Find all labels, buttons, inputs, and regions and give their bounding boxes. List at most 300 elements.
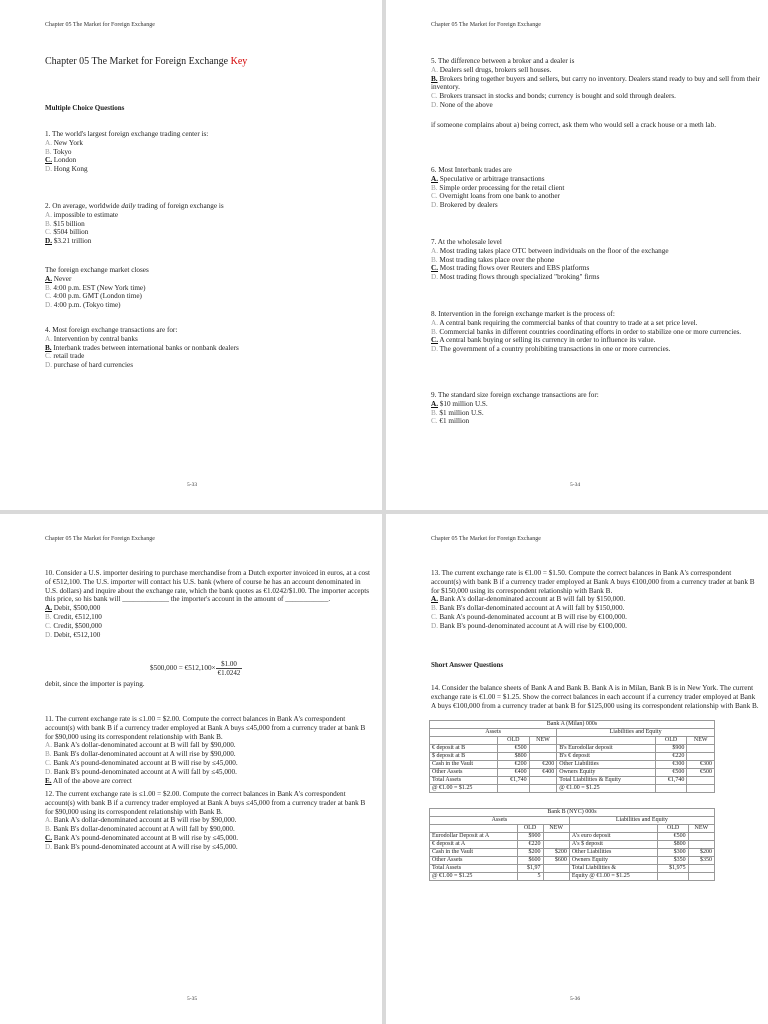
table-cell: €500 xyxy=(497,745,529,753)
option-letter: A. xyxy=(45,741,52,750)
option-letter: D. xyxy=(431,621,438,630)
table-cell xyxy=(543,865,569,873)
option-text: Most trading flows over Reuters and EBS platforms xyxy=(439,264,590,273)
table-cell: $600 xyxy=(543,857,569,865)
question xyxy=(45,790,375,852)
table-cell: $300 xyxy=(658,849,688,857)
table-row xyxy=(430,785,715,793)
table-cell: € deposit at B xyxy=(430,745,498,753)
table-cell: $ deposit at B xyxy=(430,753,498,761)
option-text: Intervention by central banks xyxy=(53,334,138,343)
new-col: NEW xyxy=(687,737,715,745)
table-cell: €500 xyxy=(655,769,687,777)
page-5-33 xyxy=(0,0,382,510)
table-cell: $1,975 xyxy=(658,865,688,873)
option-text: Brokers bring together buyers and sellers, but carry no inventory. Dealers stand ready to buy and sell from their inventory. xyxy=(431,74,760,92)
option-letter: B. xyxy=(45,343,52,352)
answer-option-correct xyxy=(45,275,375,284)
option-letter: A. xyxy=(431,318,438,327)
question xyxy=(431,391,761,426)
page-number: 5-35 xyxy=(187,996,198,1002)
section-heading: Short Answer Questions xyxy=(431,661,504,669)
formula xyxy=(150,660,350,677)
question-stem: 11. The current exchange rate is ≤1.00 = $2.00. Compute the correct balances in Bank A's correspondent account(s) with bank B if a currency trader employed at Bank A buys ≤45,000 from a currency trader at bank B for $90,000 using its correspondent relationship with Bank B. xyxy=(45,715,366,741)
option-text: Bank B's pound-denominated account at A will fall by ≤45,000. xyxy=(53,767,237,776)
table-cell: B's € deposit xyxy=(557,753,655,761)
table-cell: A's euro deposit xyxy=(569,833,658,841)
table-cell: €400 xyxy=(497,769,529,777)
new-col: NEW xyxy=(543,825,569,833)
answer-option xyxy=(431,192,761,201)
option-letter: A. xyxy=(431,246,438,255)
table-cell: $350 xyxy=(688,857,714,865)
liabilities-header: Liabilities and Equity xyxy=(557,729,715,737)
answer-option xyxy=(431,328,761,337)
option-letter: A. xyxy=(431,399,438,408)
answer-option-correct xyxy=(45,344,375,353)
answer-option xyxy=(431,247,761,256)
title-key: Key xyxy=(230,56,248,67)
question xyxy=(45,326,375,370)
option-text: Credit, $500,000 xyxy=(53,621,102,630)
question-stem: 5. The difference between a broker and a dealer is xyxy=(431,57,575,65)
answer-option xyxy=(431,201,761,210)
table-row xyxy=(430,849,715,857)
option-text: €1 million xyxy=(439,417,470,426)
table-cell: Eurodollar Deposit at A xyxy=(430,833,518,841)
answer-option-correct xyxy=(45,834,375,843)
option-letter: D. xyxy=(431,273,438,282)
table-cell: 5 xyxy=(517,873,543,881)
table-cell xyxy=(687,785,715,793)
answer-option-correct xyxy=(45,237,375,246)
option-letter: B. xyxy=(431,255,438,264)
option-letter: C. xyxy=(431,336,438,345)
answer-option xyxy=(45,220,375,229)
table-cell: $200 xyxy=(543,849,569,857)
table-cell: Total Assets xyxy=(430,865,518,873)
question xyxy=(45,266,375,310)
old-col: OLD xyxy=(517,825,543,833)
stem-emphasis: daily xyxy=(121,202,136,210)
question-stem: The foreign exchange market closes xyxy=(45,266,149,274)
option-letter: D. xyxy=(431,345,438,354)
option-letter: C. xyxy=(45,833,52,842)
table-cell: Owners Equity xyxy=(569,857,658,865)
table-row xyxy=(430,761,715,769)
option-text: New York xyxy=(53,138,83,147)
table-cell: Owners Equity xyxy=(557,769,655,777)
answer-option xyxy=(45,768,375,777)
option-text: impossible to estimate xyxy=(53,210,119,219)
old-col: OLD xyxy=(658,825,688,833)
option-text: Brokers transact in stocks and bonds; currency is bought and sold through dealers. xyxy=(439,92,676,101)
option-letter: C. xyxy=(45,228,52,237)
option-text: None of the above xyxy=(439,100,493,109)
answer-option xyxy=(45,631,375,640)
option-letter: A. xyxy=(431,65,438,74)
option-text: Bank B's dollar-denominated account at A will fall by $150,000. xyxy=(439,604,625,613)
table-cell: €300 xyxy=(687,761,715,769)
section-heading: Multiple Choice Questions xyxy=(45,104,125,112)
table-cell: Cash in the Vault xyxy=(430,761,498,769)
question xyxy=(431,310,761,354)
table-cell: @ €1.00 = $1.25 xyxy=(430,873,518,881)
question xyxy=(45,715,375,785)
table-cell xyxy=(658,873,688,881)
table-cell xyxy=(529,785,557,793)
answer-option xyxy=(431,184,761,193)
running-header: Chapter 05 The Market for Foreign Exchange xyxy=(45,22,155,28)
table-cell: @ €1.00 = $1.25 xyxy=(430,785,498,793)
answer-option xyxy=(45,622,375,631)
assets-header: Assets xyxy=(430,817,570,825)
page-5-34 xyxy=(386,0,768,510)
option-letter: C. xyxy=(45,621,52,630)
question-stem: 7. At the wholesale level xyxy=(431,238,502,246)
table-title: Bank A (Milan) 000s xyxy=(430,721,715,729)
option-text: London xyxy=(53,156,77,165)
option-letter: B. xyxy=(45,825,52,834)
option-letter: B. xyxy=(45,219,52,228)
table-cell: $350 xyxy=(658,857,688,865)
stem-text: trading of foreign exchange is xyxy=(137,202,224,210)
table-cell xyxy=(543,841,569,849)
table-cell: Total Assets xyxy=(430,777,498,785)
option-text: Bank A's dollar-denominated account at B will rise by $90,000. xyxy=(53,816,237,825)
option-text: Simple order processing for the retail client xyxy=(439,183,565,192)
option-letter: B. xyxy=(45,750,52,759)
option-text: Debit, $500,000 xyxy=(53,604,101,613)
table-row xyxy=(430,873,715,881)
option-letter: D. xyxy=(431,201,438,210)
option-text: Bank A's dollar-denominated account at B will fall by $90,000. xyxy=(53,741,236,750)
answer-option xyxy=(431,92,761,101)
table-cell: A's $ deposit xyxy=(569,841,658,849)
formula-numerator: $1.00 xyxy=(216,660,243,669)
answer-option xyxy=(431,604,761,613)
option-letter: D. xyxy=(431,100,438,109)
table-cell xyxy=(688,873,714,881)
table-row xyxy=(430,777,715,785)
table-cell: Other Liabilities xyxy=(557,761,655,769)
answer-option xyxy=(45,301,375,310)
table-cell: €220 xyxy=(655,753,687,761)
question xyxy=(431,569,761,631)
option-letter: A. xyxy=(45,334,52,343)
bank-a-balance-sheet xyxy=(429,720,715,793)
answer-option-correct xyxy=(431,175,761,184)
answer-option xyxy=(45,165,375,174)
option-letter: C. xyxy=(45,156,52,165)
option-letter: A. xyxy=(431,595,438,604)
table-cell: $900 xyxy=(655,745,687,753)
question-14-stem: 14. Consider the balance sheets of Bank A and Bank B. Bank A is in Milan, Bank B is in New York. The current exchange rate is €1.00 = $1.25. Show the correct balances in each account if a currency trader employed at Bank A buys €100,000 from a currency trader at bank B for $125,000 using its correspondent relationship with Bank B. xyxy=(431,684,759,710)
question-stem: 10. Consider a U.S. importer desiring to purchase merchandise from a Dutch exporter invoiced in euros, at a cost of €512,100. The U.S. importer will contact his U.S. bank (where of course he has an account denominated in U.S. dollars) and inquire about the exchange rate, which the bank quotes as €1.0242/$1.00. The importer accepts this price, so his bank will _____________ the importer's account in the amount of ____________. xyxy=(45,569,370,604)
answer-option-correct xyxy=(45,156,375,165)
page-5-36 xyxy=(386,514,768,1024)
option-text: Bank B's pound-denominated account at A will rise by €100,000. xyxy=(439,621,627,630)
new-col: NEW xyxy=(529,737,557,745)
table-cell xyxy=(543,873,569,881)
table-cell: $800 xyxy=(658,841,688,849)
option-text: retail trade xyxy=(53,352,85,361)
question xyxy=(431,166,761,210)
option-letter: A. xyxy=(45,210,52,219)
option-text: $504 billion xyxy=(53,228,89,237)
option-letter: A. xyxy=(45,138,52,147)
table-cell xyxy=(529,753,557,761)
answer-option xyxy=(45,352,375,361)
option-letter: C. xyxy=(431,264,438,273)
table-row xyxy=(430,753,715,761)
option-letter: C. xyxy=(431,417,438,426)
option-letter: B. xyxy=(431,408,438,417)
table-cell xyxy=(497,785,529,793)
bank-b-balance-sheet xyxy=(429,808,715,881)
option-letter: B. xyxy=(45,612,52,621)
table-row xyxy=(430,833,715,841)
assets-header: Assets xyxy=(430,729,557,737)
answer-option xyxy=(431,345,761,354)
option-letter: B. xyxy=(45,147,52,156)
answer-option xyxy=(431,319,761,328)
question xyxy=(431,238,761,282)
option-text: All of the above are correct xyxy=(53,776,132,785)
table-cell xyxy=(529,745,557,753)
answer-option xyxy=(45,284,375,293)
option-text: Brokered by dealers xyxy=(439,201,498,210)
table-cell: €220 xyxy=(517,841,543,849)
answer-option xyxy=(45,292,375,301)
option-letter: D. xyxy=(45,842,52,851)
formula-note: debit, since the importer is paying. xyxy=(45,680,145,688)
table-cell: $200 xyxy=(517,849,543,857)
table-cell: Other Assets xyxy=(430,769,498,777)
option-letter: A. xyxy=(431,174,438,183)
table-cell: @ €1.00 = $1.25 xyxy=(557,785,655,793)
table-cell xyxy=(543,833,569,841)
table-cell: $200 xyxy=(688,849,714,857)
option-letter: C. xyxy=(45,292,52,301)
table-cell: €500 xyxy=(687,769,715,777)
option-text: A central bank buying or selling its currency in order to influence its value. xyxy=(439,336,656,345)
option-text: Credit, €512,100 xyxy=(53,612,102,621)
answer-option xyxy=(431,101,761,110)
table-cell xyxy=(688,841,714,849)
formula-denominator: €1.0242 xyxy=(217,669,241,677)
answer-option xyxy=(45,825,375,834)
option-letter: B. xyxy=(431,183,438,192)
answer-option xyxy=(45,741,375,750)
answer-option xyxy=(431,273,761,282)
table-cell: Other Assets xyxy=(430,857,518,865)
answer-option xyxy=(45,816,375,825)
table-cell: €300 xyxy=(655,761,687,769)
stem-text: 2. On average, worldwide xyxy=(45,202,120,210)
option-text: Debit, €512,100 xyxy=(53,630,101,639)
question-stem: 6. Most Interbank trades are xyxy=(431,166,512,174)
answer-option xyxy=(45,335,375,344)
table-cell: $800 xyxy=(497,753,529,761)
table-row xyxy=(430,769,715,777)
option-text: $1 million U.S. xyxy=(439,408,484,417)
table-cell xyxy=(529,777,557,785)
option-letter: B. xyxy=(431,327,438,336)
answer-option xyxy=(431,622,761,631)
option-text: Bank B's dollar-denominated account at A will rise by $90,000. xyxy=(53,750,236,759)
question xyxy=(45,130,375,174)
question-stem xyxy=(45,202,375,211)
table-cell xyxy=(688,833,714,841)
answer-option xyxy=(431,409,761,418)
question-stem: 1. The world's largest foreign exchange trading center is: xyxy=(45,130,209,138)
table-cell: €200 xyxy=(497,761,529,769)
table-cell: $600 xyxy=(517,857,543,865)
table-cell: Other Liabilities xyxy=(569,849,658,857)
question-stem: 12. The current exchange rate is ≤1.00 = $2.00. Compute the correct balances in Bank A's correspondent account(s) with bank B if a currency trader employed at Bank A buys ≤45,000 from a currency trader at bank B for $90,000 using its correspondent relationship with Bank B. xyxy=(45,790,366,816)
question xyxy=(45,569,375,639)
option-text: Dealers sell drugs, brokers sell houses. xyxy=(439,65,552,74)
running-header: Chapter 05 The Market for Foreign Exchange xyxy=(431,22,541,28)
option-letter: D. xyxy=(45,237,52,246)
answer-option-correct xyxy=(431,336,761,345)
option-letter: E. xyxy=(45,776,52,785)
option-text: Commercial banks in different countries coordinating efforts in order to stabilize one or more currencies. xyxy=(439,327,742,336)
table-row xyxy=(430,745,715,753)
option-text: Tokyo xyxy=(53,147,72,156)
table-cell: Cash in the Vault xyxy=(430,849,518,857)
table-row xyxy=(430,841,715,849)
running-header: Chapter 05 The Market for Foreign Exchange xyxy=(45,536,155,542)
answer-option xyxy=(45,148,375,157)
option-letter: A. xyxy=(45,274,52,283)
option-text: 4:00 p.m. GMT (London time) xyxy=(53,292,142,301)
answer-option xyxy=(45,759,375,768)
option-letter: D. xyxy=(45,630,52,639)
question xyxy=(431,57,761,110)
option-text: Bank A's pound-denominated account at B will rise by ≤45,000. xyxy=(53,758,238,767)
answer-option-correct xyxy=(431,400,761,409)
question-stem: 8. Intervention in the foreign exchange market is the process of: xyxy=(431,310,615,318)
answer-option xyxy=(45,843,375,852)
option-letter: C. xyxy=(431,92,438,101)
option-text: Overnight loans from one bank to another xyxy=(439,192,560,201)
option-text: $10 million U.S. xyxy=(439,399,488,408)
option-letter: C. xyxy=(45,352,52,361)
page-5-35 xyxy=(0,514,382,1024)
option-text: Never xyxy=(53,274,72,283)
table-row xyxy=(430,865,715,873)
question xyxy=(45,202,375,246)
answer-option xyxy=(45,228,375,237)
table-cell xyxy=(687,777,715,785)
question-stem: 9. The standard size foreign exchange transactions are for: xyxy=(431,391,599,399)
table-cell: €400 xyxy=(529,769,557,777)
answer-option xyxy=(431,613,761,622)
option-letter: C. xyxy=(431,612,438,621)
option-letter: A. xyxy=(45,604,52,613)
old-col: OLD xyxy=(497,737,529,745)
option-text: Bank A's pound-denominated account at B will rise by ≤45,000. xyxy=(53,833,239,842)
option-text: Bank B's dollar-denominated account at A will fall by $90,000. xyxy=(53,825,235,834)
question-stem: 13. The current exchange rate is €1.00 = $1.50. Compute the correct balances in Bank A's correspondent account(s) with bank B if a currency trader employed at Bank A buys €100,000 from a currency trader at bank B for $150,000 using its correspondent relationship with Bank B. xyxy=(431,569,755,595)
table-cell: €1,740 xyxy=(655,777,687,785)
table-cell: $1,97 xyxy=(517,865,543,873)
option-letter: D. xyxy=(45,767,52,776)
chapter-title xyxy=(45,56,375,68)
instructor-note: if someone complains about a) being correct, ask them who would sell a crack house or a meth lab. xyxy=(431,121,717,129)
answer-option xyxy=(431,66,761,75)
answer-option-correct xyxy=(431,595,761,604)
option-letter: B. xyxy=(45,283,52,292)
title-text: Chapter 05 The Market for Foreign Exchange xyxy=(45,56,229,67)
table-cell: Total Liabilities & xyxy=(569,865,658,873)
table-cell: Equity @ €1.00 = $1.25 xyxy=(569,873,658,881)
option-text: The government of a country prohibiting transactions in one or more currencies. xyxy=(439,345,671,354)
table-cell: €200 xyxy=(529,761,557,769)
table-cell: Total Liabilities & Equity xyxy=(557,777,655,785)
page-number: 5-36 xyxy=(570,996,581,1002)
answer-option xyxy=(431,256,761,265)
option-text: $3.21 trillion xyxy=(53,237,92,246)
answer-option-correct xyxy=(45,604,375,613)
option-text: Bank A's pound-denominated account at B will rise by €100,000. xyxy=(439,612,627,621)
answer-option-correct xyxy=(431,264,761,273)
option-letter: C. xyxy=(45,758,52,767)
table-cell: € deposit at A xyxy=(430,841,518,849)
option-text: Most trading takes place OTC between individuals on the floor of the exchange xyxy=(439,246,669,255)
question-stem: 4. Most foreign exchange transactions are for: xyxy=(45,326,178,334)
answer-option xyxy=(431,417,761,426)
answer-option xyxy=(45,361,375,370)
table-cell xyxy=(688,865,714,873)
running-header: Chapter 05 The Market for Foreign Exchange xyxy=(431,536,541,542)
option-text: Bank A's dollar-denominated account at B will fall by $150,000. xyxy=(439,595,626,604)
option-text: 4:00 p.m. EST (New York time) xyxy=(53,283,146,292)
option-text: 4:00 p.m. (Tokyo time) xyxy=(53,301,121,310)
answer-option xyxy=(45,139,375,148)
option-text: Most trading takes place over the phone xyxy=(439,255,555,264)
table-row xyxy=(430,857,715,865)
option-letter: D. xyxy=(45,301,52,310)
table-cell: €1,740 xyxy=(497,777,529,785)
answer-option xyxy=(45,750,375,759)
new-col: NEW xyxy=(688,825,714,833)
page-number: 5-33 xyxy=(187,482,198,488)
page-number: 5-34 xyxy=(570,482,581,488)
table-cell: $900 xyxy=(517,833,543,841)
answer-option-correct xyxy=(45,777,375,786)
option-text: Speculative or arbitrage transactions xyxy=(439,174,545,183)
table-cell xyxy=(655,785,687,793)
table-title: Bank B (NYC) 000s xyxy=(430,809,715,817)
option-text: Interbank trades between international banks or nonbank dealers xyxy=(53,343,239,352)
option-text: Hong Kong xyxy=(53,165,88,174)
table-cell xyxy=(687,753,715,761)
answer-option xyxy=(45,211,375,220)
option-letter: B. xyxy=(431,604,438,613)
formula-fraction xyxy=(216,660,243,677)
option-letter: A. xyxy=(45,816,52,825)
table-cell: B's Eurodollar deposit xyxy=(557,745,655,753)
option-text: Most trading flows through specialized "broking" firms xyxy=(439,273,600,282)
old-col: OLD xyxy=(655,737,687,745)
answer-option-correct xyxy=(431,75,761,93)
option-letter: D. xyxy=(45,165,52,174)
option-text: $15 billion xyxy=(53,219,85,228)
option-text: Bank B's pound-denominated account at A will rise by ≤45,000. xyxy=(53,842,238,851)
